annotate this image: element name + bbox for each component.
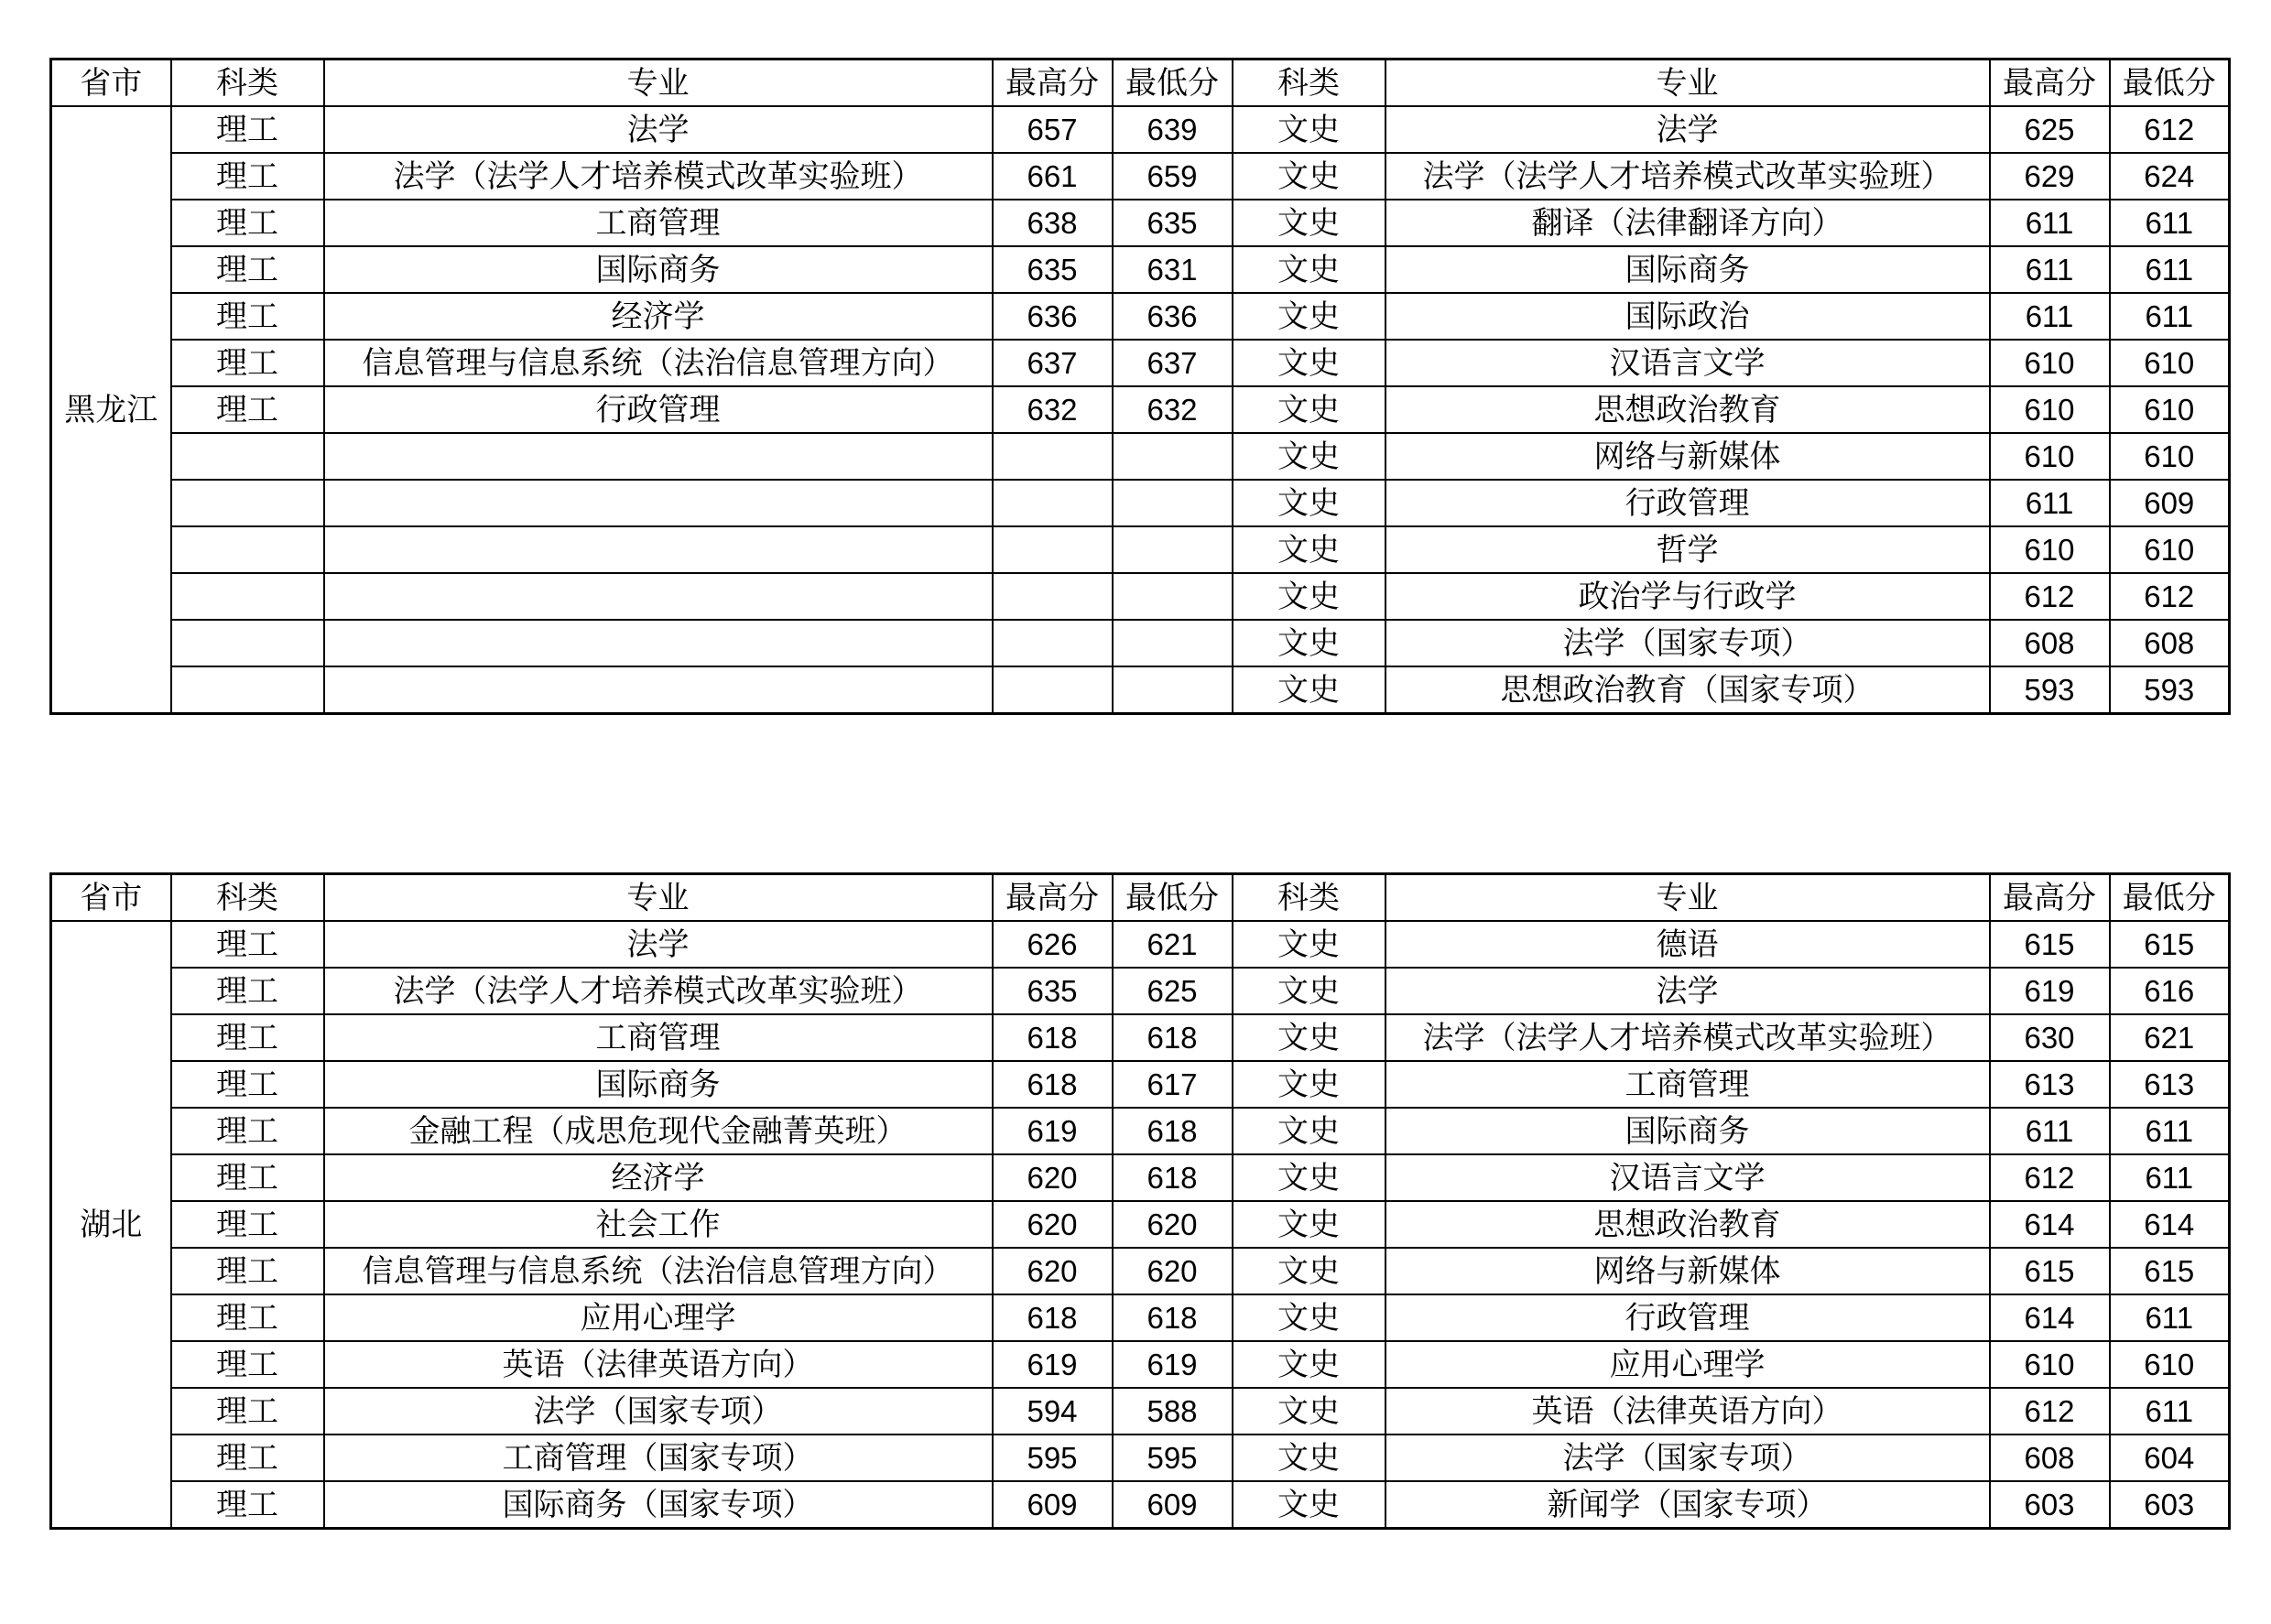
category-cell-right: 文史 — [1233, 666, 1385, 714]
min-score-cell-left: 588 — [1113, 1388, 1233, 1435]
min-score-cell-left: 618 — [1113, 1294, 1233, 1341]
category-cell-left: 理工 — [171, 1294, 324, 1341]
category-cell-right: 文史 — [1233, 1061, 1385, 1108]
max-score-cell-right: 629 — [1990, 153, 2110, 200]
table-row — [51, 1481, 2230, 1529]
category-cell-right: 文史 — [1233, 153, 1385, 200]
min-score-cell-right: 611 — [2110, 1108, 2230, 1154]
major-cell-right: 法学 — [1385, 968, 1990, 1014]
max-score-cell-right: 610 — [1990, 1341, 2110, 1388]
major-cell-left: 应用心理学 — [324, 1294, 993, 1341]
max-score-cell-left — [993, 573, 1113, 620]
header-min-score-right: 最低分 — [2110, 874, 2230, 922]
min-score-cell-left: 632 — [1113, 386, 1233, 433]
major-cell-right: 法学 — [1385, 106, 1990, 153]
major-cell-left: 法学（国家专项） — [324, 1388, 993, 1435]
max-score-cell-right: 613 — [1990, 1061, 2110, 1108]
min-score-cell-left: 609 — [1113, 1481, 1233, 1529]
category-cell-right: 文史 — [1233, 1388, 1385, 1435]
min-score-cell-left: 618 — [1113, 1014, 1233, 1061]
min-score-cell-right: 608 — [2110, 620, 2230, 666]
category-cell-right: 文史 — [1233, 526, 1385, 573]
category-cell-right: 文史 — [1233, 340, 1385, 386]
category-cell-right: 文史 — [1233, 480, 1385, 526]
header-row — [51, 874, 2230, 922]
max-score-cell-right: 614 — [1990, 1294, 2110, 1341]
min-score-cell-left: 631 — [1113, 246, 1233, 293]
category-cell-right: 文史 — [1233, 1341, 1385, 1388]
max-score-cell-right: 612 — [1990, 1154, 2110, 1201]
table-row — [51, 620, 2230, 666]
header-province: 省市 — [51, 874, 171, 922]
major-cell-left: 工商管理 — [324, 200, 993, 246]
max-score-cell-right: 611 — [1990, 480, 2110, 526]
max-score-cell-right: 603 — [1990, 1481, 2110, 1529]
min-score-cell-left — [1113, 573, 1233, 620]
min-score-cell-right: 611 — [2110, 1388, 2230, 1435]
max-score-cell-right: 611 — [1990, 1108, 2110, 1154]
max-score-cell-left: 638 — [993, 200, 1113, 246]
header-category-left: 科类 — [171, 60, 324, 107]
max-score-cell-left: 635 — [993, 968, 1113, 1014]
max-score-cell-left: 626 — [993, 921, 1113, 968]
major-cell-right: 工商管理 — [1385, 1061, 1990, 1108]
max-score-cell-right: 612 — [1990, 1388, 2110, 1435]
min-score-cell-left: 618 — [1113, 1108, 1233, 1154]
category-cell-right: 文史 — [1233, 921, 1385, 968]
category-cell-right: 文史 — [1233, 1481, 1385, 1529]
major-cell-right: 哲学 — [1385, 526, 1990, 573]
header-max-score-left: 最高分 — [993, 60, 1113, 107]
table-row — [51, 340, 2230, 386]
major-cell-left: 工商管理（国家专项） — [324, 1435, 993, 1481]
max-score-cell-right: 625 — [1990, 106, 2110, 153]
category-cell-left — [171, 480, 324, 526]
min-score-cell-left: 639 — [1113, 106, 1233, 153]
major-cell-left: 工商管理 — [324, 1014, 993, 1061]
header-category-right: 科类 — [1233, 874, 1385, 922]
max-score-cell-left: 609 — [993, 1481, 1113, 1529]
major-cell-left — [324, 573, 993, 620]
max-score-cell-left: 636 — [993, 293, 1113, 340]
category-cell-right: 文史 — [1233, 433, 1385, 480]
major-cell-right: 网络与新媒体 — [1385, 1248, 1990, 1294]
category-cell-right: 文史 — [1233, 200, 1385, 246]
max-score-cell-left — [993, 666, 1113, 714]
header-major-left: 专业 — [324, 60, 993, 107]
category-cell-left: 理工 — [171, 246, 324, 293]
min-score-cell-left: 617 — [1113, 1061, 1233, 1108]
major-cell-right: 新闻学（国家专项） — [1385, 1481, 1990, 1529]
max-score-cell-right: 614 — [1990, 1201, 2110, 1248]
score-table-heilongjiang — [49, 58, 2231, 715]
table-row — [51, 1154, 2230, 1201]
major-cell-left: 法学（法学人才培养模式改革实验班） — [324, 153, 993, 200]
min-score-cell-left — [1113, 620, 1233, 666]
major-cell-left — [324, 620, 993, 666]
category-cell-left: 理工 — [171, 153, 324, 200]
min-score-cell-right: 610 — [2110, 1341, 2230, 1388]
max-score-cell-left: 657 — [993, 106, 1113, 153]
major-cell-left: 信息管理与信息系统（法治信息管理方向） — [324, 340, 993, 386]
min-score-cell-left: 620 — [1113, 1201, 1233, 1248]
max-score-cell-right: 610 — [1990, 340, 2110, 386]
header-min-score-right: 最低分 — [2110, 60, 2230, 107]
min-score-cell-right: 611 — [2110, 1154, 2230, 1201]
header-major-left: 专业 — [324, 874, 993, 922]
max-score-cell-left — [993, 433, 1113, 480]
header-max-score-left: 最高分 — [993, 874, 1113, 922]
major-cell-left — [324, 666, 993, 714]
header-row — [51, 60, 2230, 107]
header-min-score-left: 最低分 — [1113, 874, 1233, 922]
major-cell-left: 国际商务（国家专项） — [324, 1481, 993, 1529]
major-cell-left: 经济学 — [324, 293, 993, 340]
max-score-cell-left: 594 — [993, 1388, 1113, 1435]
header-province: 省市 — [51, 60, 171, 107]
category-cell-right: 文史 — [1233, 293, 1385, 340]
max-score-cell-left: 618 — [993, 1061, 1113, 1108]
max-score-cell-right: 611 — [1990, 293, 2110, 340]
min-score-cell-right: 614 — [2110, 1201, 2230, 1248]
header-max-score-right: 最高分 — [1990, 874, 2110, 922]
category-cell-left: 理工 — [171, 1481, 324, 1529]
major-cell-right: 汉语言文学 — [1385, 340, 1990, 386]
major-cell-left: 英语（法律英语方向） — [324, 1341, 993, 1388]
category-cell-left — [171, 433, 324, 480]
major-cell-left: 法学 — [324, 106, 993, 153]
max-score-cell-right: 593 — [1990, 666, 2110, 714]
min-score-cell-left: 618 — [1113, 1154, 1233, 1201]
category-cell-right: 文史 — [1233, 1248, 1385, 1294]
major-cell-left — [324, 433, 993, 480]
category-cell-right: 文史 — [1233, 1294, 1385, 1341]
score-table-hubei — [49, 872, 2231, 1530]
min-score-cell-left: 620 — [1113, 1248, 1233, 1294]
category-cell-left: 理工 — [171, 293, 324, 340]
table-row — [51, 526, 2230, 573]
min-score-cell-left: 625 — [1113, 968, 1233, 1014]
min-score-cell-right: 593 — [2110, 666, 2230, 714]
table-row — [51, 968, 2230, 1014]
category-cell-left: 理工 — [171, 340, 324, 386]
table-row — [51, 153, 2230, 200]
min-score-cell-left: 635 — [1113, 200, 1233, 246]
min-score-cell-right: 610 — [2110, 340, 2230, 386]
table-row — [51, 293, 2230, 340]
category-cell-left: 理工 — [171, 921, 324, 968]
major-cell-right: 汉语言文学 — [1385, 1154, 1990, 1201]
table-row — [51, 1061, 2230, 1108]
min-score-cell-right: 621 — [2110, 1014, 2230, 1061]
header-major-right: 专业 — [1385, 60, 1990, 107]
max-score-cell-right: 615 — [1990, 1248, 2110, 1294]
category-cell-right: 文史 — [1233, 1014, 1385, 1061]
min-score-cell-right: 615 — [2110, 1248, 2230, 1294]
max-score-cell-left: 620 — [993, 1154, 1113, 1201]
min-score-cell-left — [1113, 480, 1233, 526]
category-cell-left: 理工 — [171, 1248, 324, 1294]
major-cell-right: 行政管理 — [1385, 1294, 1990, 1341]
min-score-cell-right: 610 — [2110, 526, 2230, 573]
table-row — [51, 573, 2230, 620]
major-cell-left: 行政管理 — [324, 386, 993, 433]
min-score-cell-left — [1113, 433, 1233, 480]
min-score-cell-right: 611 — [2110, 1294, 2230, 1341]
min-score-cell-left — [1113, 526, 1233, 573]
province-cell: 黑龙江 — [51, 106, 171, 714]
table-row — [51, 106, 2230, 153]
max-score-cell-left — [993, 526, 1113, 573]
header-major-right: 专业 — [1385, 874, 1990, 922]
major-cell-right: 国际商务 — [1385, 1108, 1990, 1154]
category-cell-left: 理工 — [171, 1061, 324, 1108]
min-score-cell-left: 619 — [1113, 1341, 1233, 1388]
category-cell-left: 理工 — [171, 1341, 324, 1388]
major-cell-right: 网络与新媒体 — [1385, 433, 1990, 480]
province-cell: 湖北 — [51, 921, 171, 1529]
min-score-cell-left: 595 — [1113, 1435, 1233, 1481]
table-row — [51, 1201, 2230, 1248]
table-row — [51, 921, 2230, 968]
max-score-cell-right: 611 — [1990, 246, 2110, 293]
min-score-cell-right: 613 — [2110, 1061, 2230, 1108]
max-score-cell-right: 610 — [1990, 433, 2110, 480]
major-cell-left: 法学（法学人才培养模式改革实验班） — [324, 968, 993, 1014]
min-score-cell-right: 609 — [2110, 480, 2230, 526]
max-score-cell-left: 595 — [993, 1435, 1113, 1481]
major-cell-left: 金融工程（成思危现代金融菁英班） — [324, 1108, 993, 1154]
min-score-cell-right: 604 — [2110, 1435, 2230, 1481]
max-score-cell-right: 630 — [1990, 1014, 2110, 1061]
table-row — [51, 1294, 2230, 1341]
major-cell-left: 经济学 — [324, 1154, 993, 1201]
min-score-cell-right: 616 — [2110, 968, 2230, 1014]
header-category-left: 科类 — [171, 874, 324, 922]
major-cell-left: 国际商务 — [324, 246, 993, 293]
min-score-cell-left: 637 — [1113, 340, 1233, 386]
category-cell-left: 理工 — [171, 1435, 324, 1481]
category-cell-left: 理工 — [171, 1201, 324, 1248]
major-cell-right: 国际政治 — [1385, 293, 1990, 340]
category-cell-right: 文史 — [1233, 620, 1385, 666]
table-row — [51, 1388, 2230, 1435]
major-cell-right: 翻译（法律翻译方向） — [1385, 200, 1990, 246]
min-score-cell-right: 624 — [2110, 153, 2230, 200]
max-score-cell-right: 610 — [1990, 526, 2110, 573]
max-score-cell-left: 632 — [993, 386, 1113, 433]
major-cell-right: 思想政治教育 — [1385, 386, 1990, 433]
category-cell-left: 理工 — [171, 386, 324, 433]
major-cell-right: 德语 — [1385, 921, 1990, 968]
table-row — [51, 200, 2230, 246]
category-cell-right: 文史 — [1233, 1108, 1385, 1154]
min-score-cell-right: 611 — [2110, 200, 2230, 246]
category-cell-left — [171, 573, 324, 620]
major-cell-right: 法学（国家专项） — [1385, 620, 1990, 666]
max-score-cell-left: 619 — [993, 1341, 1113, 1388]
category-cell-right: 文史 — [1233, 1201, 1385, 1248]
min-score-cell-right: 610 — [2110, 386, 2230, 433]
major-cell-left — [324, 480, 993, 526]
min-score-cell-right: 612 — [2110, 106, 2230, 153]
max-score-cell-right: 610 — [1990, 386, 2110, 433]
header-min-score-left: 最低分 — [1113, 60, 1233, 107]
category-cell-right: 文史 — [1233, 1154, 1385, 1201]
category-cell-left: 理工 — [171, 1388, 324, 1435]
major-cell-right: 法学（法学人才培养模式改革实验班） — [1385, 1014, 1990, 1061]
max-score-cell-left: 637 — [993, 340, 1113, 386]
category-cell-right: 文史 — [1233, 968, 1385, 1014]
major-cell-left: 国际商务 — [324, 1061, 993, 1108]
max-score-cell-left: 619 — [993, 1108, 1113, 1154]
max-score-cell-right: 619 — [1990, 968, 2110, 1014]
min-score-cell-right: 611 — [2110, 293, 2230, 340]
major-cell-right: 政治学与行政学 — [1385, 573, 1990, 620]
max-score-cell-right: 608 — [1990, 620, 2110, 666]
major-cell-right: 思想政治教育 — [1385, 1201, 1990, 1248]
category-cell-left: 理工 — [171, 200, 324, 246]
min-score-cell-right: 615 — [2110, 921, 2230, 968]
table-row — [51, 1014, 2230, 1061]
min-score-cell-left: 636 — [1113, 293, 1233, 340]
table-row — [51, 1341, 2230, 1388]
major-cell-right: 应用心理学 — [1385, 1341, 1990, 1388]
max-score-cell-left: 620 — [993, 1248, 1113, 1294]
major-cell-right: 行政管理 — [1385, 480, 1990, 526]
max-score-cell-left: 661 — [993, 153, 1113, 200]
min-score-cell-right: 612 — [2110, 573, 2230, 620]
max-score-cell-left: 618 — [993, 1294, 1113, 1341]
major-cell-left: 信息管理与信息系统（法治信息管理方向） — [324, 1248, 993, 1294]
table-row — [51, 386, 2230, 433]
major-cell-left — [324, 526, 993, 573]
max-score-cell-right: 615 — [1990, 921, 2110, 968]
table-row — [51, 433, 2230, 480]
category-cell-left: 理工 — [171, 968, 324, 1014]
category-cell-left: 理工 — [171, 106, 324, 153]
major-cell-right: 法学（国家专项） — [1385, 1435, 1990, 1481]
category-cell-right: 文史 — [1233, 246, 1385, 293]
max-score-cell-left — [993, 620, 1113, 666]
category-cell-right: 文史 — [1233, 1435, 1385, 1481]
min-score-cell-left — [1113, 666, 1233, 714]
category-cell-left: 理工 — [171, 1108, 324, 1154]
min-score-cell-right: 610 — [2110, 433, 2230, 480]
max-score-cell-right: 611 — [1990, 200, 2110, 246]
major-cell-right: 法学（法学人才培养模式改革实验班） — [1385, 153, 1990, 200]
table-row — [51, 1435, 2230, 1481]
major-cell-left: 法学 — [324, 921, 993, 968]
min-score-cell-right: 611 — [2110, 246, 2230, 293]
min-score-cell-right: 603 — [2110, 1481, 2230, 1529]
min-score-cell-left: 621 — [1113, 921, 1233, 968]
category-cell-right: 文史 — [1233, 573, 1385, 620]
table-row — [51, 246, 2230, 293]
major-cell-right: 思想政治教育（国家专项） — [1385, 666, 1990, 714]
max-score-cell-left: 620 — [993, 1201, 1113, 1248]
category-cell-left — [171, 666, 324, 714]
category-cell-left — [171, 620, 324, 666]
max-score-cell-right: 608 — [1990, 1435, 2110, 1481]
category-cell-right: 文史 — [1233, 106, 1385, 153]
min-score-cell-left: 659 — [1113, 153, 1233, 200]
major-cell-right: 国际商务 — [1385, 246, 1990, 293]
max-score-cell-left: 635 — [993, 246, 1113, 293]
header-max-score-right: 最高分 — [1990, 60, 2110, 107]
table-row — [51, 666, 2230, 714]
table-row — [51, 1108, 2230, 1154]
major-cell-left: 社会工作 — [324, 1201, 993, 1248]
max-score-cell-left: 618 — [993, 1014, 1113, 1061]
major-cell-right: 英语（法律英语方向） — [1385, 1388, 1990, 1435]
category-cell-left — [171, 526, 324, 573]
table-row — [51, 480, 2230, 526]
max-score-cell-right: 612 — [1990, 573, 2110, 620]
category-cell-left: 理工 — [171, 1154, 324, 1201]
category-cell-left: 理工 — [171, 1014, 324, 1061]
table-row — [51, 1248, 2230, 1294]
max-score-cell-left — [993, 480, 1113, 526]
header-category-right: 科类 — [1233, 60, 1385, 107]
category-cell-right: 文史 — [1233, 386, 1385, 433]
